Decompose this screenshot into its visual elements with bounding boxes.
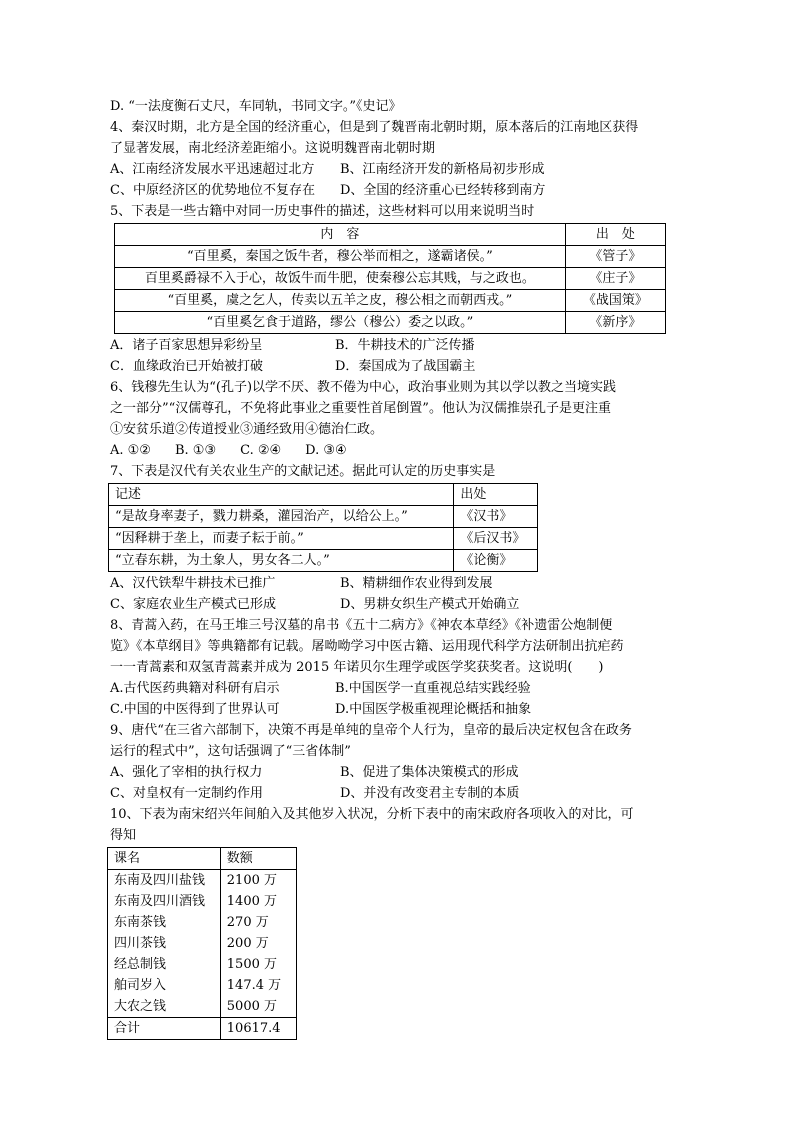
q5-option-c[interactable]: C．血缘政治已开始被打破 [110,359,263,374]
table-row [108,870,297,892]
q8-options-row-1 [110,678,690,699]
table-row [108,912,297,933]
q5-stem: 5、下表是一些古籍中对同一历史事件的描述，这些材料可以用来说明当时 [110,204,535,219]
table-cell: 百里奚爵禄不入于心，故饭牛而牛肥，使秦穆公忘其贱，与之政也。 [115,268,566,290]
q8-option-b[interactable]: B.中国医学一直重视总结实践经验 [335,681,531,696]
table-row [115,246,666,268]
q8-option-a[interactable]: A.古代医药典籍对科研有启示 [110,681,280,696]
q4-option-b[interactable]: B、江南经济开发的新格局初步形成 [340,162,545,177]
table-cell: 东南茶钱 [108,912,221,933]
q4-stem-line-2: 了显著发展，南北经济差距缩小。这说明魏晋南北朝时期 [110,141,436,156]
q10-stem-line-1: 10、下表为南宋绍兴年间舶入及其他岁入状况，分析下表中的南宋政府各项收入的对比，可 [110,807,634,822]
table-header-cell: 数额 [220,848,296,870]
table-cell: 《后汉书》 [454,528,538,550]
table-cell: 《新序》 [565,312,665,334]
table-row [108,975,297,996]
q6-stem-line-1: 6、钱穆先生认为“(孔子)以学不厌、教不倦为中心，政治事业则为其以学以教之当境实践 [110,380,617,395]
table-cell: 1500 万 [220,954,296,975]
table-total-row [108,1018,297,1040]
table-cell: 《论衡》 [454,550,538,572]
q9-options-row-1 [110,762,690,783]
q7-options-row-1 [110,573,690,594]
q9-option-b[interactable]: B、促进了集体决策模式的形成 [340,765,519,780]
table-cell: 东南及四川盐钱 [108,870,221,892]
table-cell: 5000 万 [220,996,296,1018]
q6-option-a[interactable]: A. ①② [110,443,151,458]
table-cell: 2100 万 [220,870,296,892]
q4-options-row-2 [110,180,690,201]
q9-option-c[interactable]: C、对皇权有一定制约作用 [110,786,263,801]
q10-stem-line-2: 得知 [110,828,137,843]
q5-options-row-1 [110,335,690,356]
q8-stem-line-2: 览》《本草纲目》等典籍都有记载。屠呦呦学习中医古籍、运用现代科学方法研制出抗疟药 [110,639,624,654]
table-cell: 《管子》 [565,246,665,268]
table-row [108,996,297,1018]
table-cell: 《战国策》 [565,290,665,312]
q9-stem-line-1: 9、唐代“在三省六部制下，决策不再是单纯的皇帝个人行为，皇帝的最后决定权包含在政务 [110,723,632,738]
q7-option-a[interactable]: A、汉代铁犁牛耕技术已推广 [110,576,276,591]
table-cell: 东南及四川酒钱 [108,891,221,912]
table-header-row [108,848,297,870]
q6-option-b[interactable]: B. ①③ [174,443,217,458]
q4-option-c[interactable]: C、中原经济区的优势地位不复存在 [110,183,315,198]
q6-stem-line-2: 之一部分”“汉儒尊孔，不免将此事业之重要性首尾倒置”。他认为汉儒推崇孔子是更注重 [110,401,611,416]
table-row [115,268,666,290]
table-cell: 合计 [108,1018,221,1040]
table-cell: “百里奚乞食于道路，缪公（穆公）委之以政。” [115,312,566,334]
table-cell: 《汉书》 [454,506,538,528]
q9-options-row-2 [110,783,690,804]
q6-stem-line-3: ①安贫乐道②传道授业③通经致用④德治仁政。 [110,422,384,437]
q9-option-d[interactable]: D、并没有改变君主专制的本质 [340,786,520,801]
q5-option-d[interactable]: D．秦国成为了战国霸主 [335,359,476,374]
table-header-cell: 内 容 [115,224,566,246]
table-cell: 147.4 万 [220,975,296,996]
table-header-cell: 记述 [109,484,454,506]
table-row [108,891,297,912]
q6-option-d[interactable]: D. ③④ [305,443,347,458]
q5-table [114,223,666,334]
table-header-cell: 出 处 [565,224,665,246]
table-cell: 270 万 [220,912,296,933]
table-row [109,506,538,528]
table-header-row [109,484,538,506]
q8-stem-line-1: 8、青蒿入药，在马王堆三号汉墓的帛书《五十二病方》《神农本草经》《补遗雷公炮制便 [110,618,613,633]
q3-option-d: D. “一法度衡石丈尺，车同轨，书同文字。”《史记》 [110,99,402,114]
exam-page [110,96,690,1041]
table-cell: 1400 万 [220,891,296,912]
table-cell: 经总制钱 [108,954,221,975]
q4-option-a[interactable]: A、江南经济发展水平迅速超过北方 [110,162,315,177]
table-cell: “百里奚，秦国之饭牛者，穆公举而相之，遂霸诸侯。” [115,246,566,268]
table-row [115,312,666,334]
q6-options-row [110,440,690,461]
table-cell: 舶司岁入 [108,975,221,996]
q8-option-d[interactable]: D.中国医学极重视理论概括和抽象 [335,702,532,717]
table-header-cell: 出处 [454,484,538,506]
table-row [109,550,538,572]
table-row [108,933,297,954]
table-cell: 《庄子》 [565,268,665,290]
table-cell: 四川茶钱 [108,933,221,954]
table-cell: “是故身率妻子，戮力耕桑，灌园治产，以给公上。” [109,506,454,528]
table-header-row [115,224,666,246]
table-cell: “百里奚，虞之乞人，传卖以五羊之皮，穆公相之而朝西戎。” [115,290,566,312]
table-header-cell: 课名 [108,848,221,870]
q7-option-c[interactable]: C、家庭农业生产模式已形成 [110,597,276,612]
q8-option-c[interactable]: C.中国的中医得到了世界认可 [110,702,280,717]
table-cell: 10617.4 [220,1018,296,1040]
table-cell: “因释耕于垄上，而妻子耘于前。” [109,528,454,550]
q9-option-a[interactable]: A、强化了宰相的执行权力 [110,765,263,780]
q7-options-row-2 [110,594,690,615]
q4-option-d[interactable]: D、全国的经济重心已经转移到南方 [340,183,546,198]
table-row [115,290,666,312]
q4-stem-line-1: 4、秦汉时期，北方是全国的经济重心，但是到了魏晋南北朝时期，原本落后的江南地区获得 [110,120,639,135]
table-cell: “立春东耕，为土象人，男女各二人。” [109,550,454,572]
q6-option-c[interactable]: C. ②④ [240,443,282,458]
table-cell: 大农之钱 [108,996,221,1018]
table-row [109,528,538,550]
q8-options-row-2 [110,699,690,720]
q5-option-a[interactable]: A．诸子百家思想异彩纷呈 [110,338,263,353]
table-cell: 200 万 [220,933,296,954]
q7-option-b[interactable]: B、精耕细作农业得到发展 [340,576,493,591]
q9-stem-line-2: 运行的程式中”，这句话强调了“三省体制” [110,744,351,759]
q8-stem-line-3: 一一青蒿素和双氢青蒿素并成为 2015 年诺贝尔生理学或医学奖获奖者。这说明( ) [110,660,604,675]
q7-option-d[interactable]: D、男耕女织生产模式开始确立 [340,597,520,612]
q5-options-row-2 [110,356,690,377]
q5-option-b[interactable]: B．牛耕技术的广泛传播 [335,338,475,353]
q7-table [108,483,538,572]
q7-stem: 7、下表是汉代有关农业生产的文献记述。据此可认定的历史事实是 [110,464,496,479]
table-row [108,954,297,975]
q10-table [107,847,297,1040]
q4-options-row-1 [110,159,690,180]
